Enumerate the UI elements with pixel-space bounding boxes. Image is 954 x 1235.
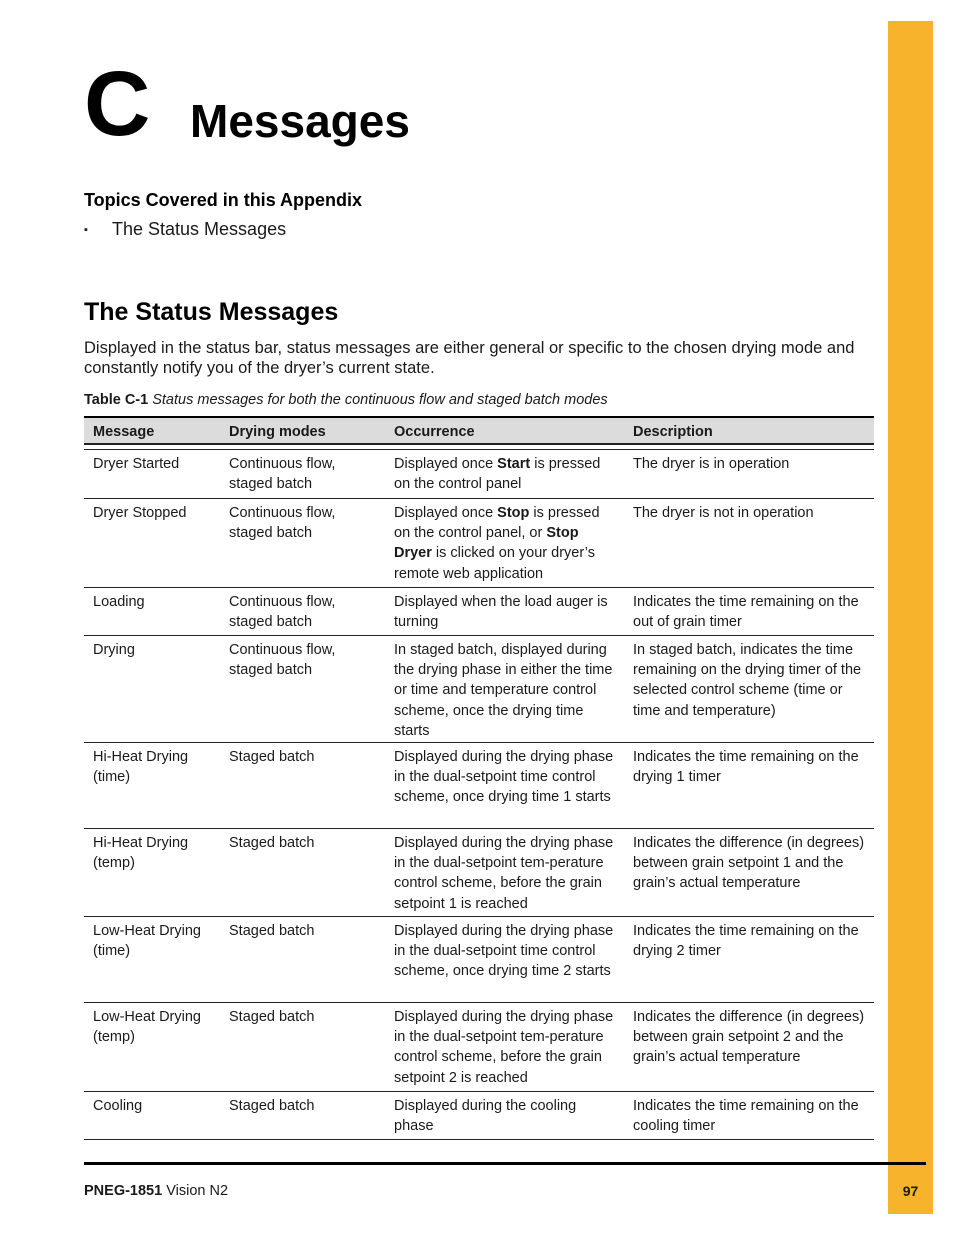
- occurrence-text: Displayed during the drying phase in the dual-setpoint tem-perature control scheme, before the grain setpoint 1 is reached: [394, 835, 614, 912]
- table-header-row: [84, 418, 874, 445]
- table-row: [84, 499, 874, 588]
- footer-doc-name: Vision N2: [166, 1183, 229, 1199]
- cell-description: Indicates the difference (in degrees) between grain setpoint 1 and the grain’s actual temperature: [633, 835, 865, 892]
- cell-description: In staged batch, indicates the time remaining on the drying timer of the selected control scheme (time or time and temperature): [633, 642, 862, 719]
- occurrence-text: Displayed once: [394, 456, 498, 472]
- cell-drying-modes: Continuous flow, staged batch: [229, 505, 336, 542]
- table-row: [84, 917, 874, 1003]
- cell-message: Cooling: [93, 1098, 143, 1114]
- occurrence-emphasis: Stop Dryer: [394, 525, 579, 562]
- cell-occurrence: [385, 450, 624, 498]
- cell-drying-modes: Continuous flow, staged batch: [229, 456, 336, 493]
- cell-description: Indicates the difference (in degrees) between grain setpoint 2 and the grain’s actual temperature: [633, 1009, 865, 1066]
- occurrence-text: In staged batch, displayed during the drying phase in either the time or time and temperature control scheme, once the drying time starts: [394, 642, 613, 739]
- cell-description: Indicates the time remaining on the out of grain timer: [633, 594, 859, 631]
- occurrence-text: is clicked on your dryer’s remote web application: [394, 545, 595, 582]
- page-number: 97: [902, 1183, 919, 1199]
- cell-message: Dryer Started: [93, 456, 180, 472]
- cell-drying-modes: Staged batch: [229, 835, 315, 851]
- header-description: Description: [633, 424, 713, 440]
- cell-description: The dryer is not in operation: [633, 505, 814, 521]
- cell-drying-modes: Staged batch: [229, 1098, 315, 1114]
- cell-description: The dryer is in operation: [633, 456, 790, 472]
- table-row: [84, 829, 874, 917]
- cell-drying-modes: Staged batch: [229, 1009, 315, 1025]
- cell-drying-modes: Staged batch: [229, 749, 315, 765]
- table-row: [84, 1003, 874, 1092]
- cell-occurrence: [385, 917, 624, 1002]
- table-caption-number: Table C-1: [84, 392, 149, 408]
- cell-message: Loading: [93, 594, 145, 610]
- occurrence-text: Displayed during the drying phase in the dual-setpoint tem-perature control scheme, before the grain setpoint 2 is reached: [394, 1009, 614, 1086]
- table-caption: [84, 392, 608, 408]
- cell-message: Hi-Heat Drying (time): [93, 749, 189, 786]
- chapter-letter: C: [84, 53, 151, 155]
- cell-message: Low-Heat Drying (time): [93, 923, 201, 960]
- cell-message: Dryer Stopped: [93, 505, 187, 521]
- footer-document-id: [84, 1183, 228, 1199]
- table-row: [84, 743, 874, 829]
- page-title: Messages: [190, 95, 410, 147]
- cell-message: Drying: [93, 642, 135, 658]
- occurrence-emphasis: Start: [497, 456, 531, 472]
- section-title: The Status Messages: [84, 298, 339, 326]
- cell-occurrence: [385, 1003, 624, 1091]
- cell-occurrence: [385, 743, 624, 828]
- intro-paragraph: Displayed in the status bar, status messages are either general or specific to the chosen drying mode and constantly notify you of the dryer’s current state.: [84, 339, 855, 377]
- cell-occurrence: [385, 1092, 624, 1139]
- occurrence-text: Displayed during the drying phase in the dual-setpoint time control scheme, once drying time 1 starts: [394, 749, 614, 806]
- bullet-icon: ▪: [84, 224, 88, 237]
- table-row: [84, 1092, 874, 1140]
- occurrence-emphasis: Stop: [497, 505, 530, 521]
- table-row: [84, 588, 874, 636]
- topics-item-label: The Status Messages: [112, 219, 287, 239]
- cell-description: Indicates the time remaining on the drying 2 timer: [633, 923, 859, 960]
- chapter-tab-bar: [888, 21, 933, 1214]
- occurrence-text: is pressed on the control panel: [394, 456, 601, 493]
- occurrence-text: is pressed on the control panel, or: [394, 505, 600, 542]
- occurrence-text: Displayed once: [394, 505, 498, 521]
- occurrence-text: Displayed during the cooling phase: [394, 1098, 577, 1135]
- cell-drying-modes: Continuous flow, staged batch: [229, 594, 336, 631]
- occurrence-text: Displayed during the drying phase in the dual-setpoint time control scheme, once drying time 2 starts: [394, 923, 614, 980]
- topics-heading: Topics Covered in this Appendix: [84, 190, 363, 210]
- footer-doc-code: PNEG-1851: [84, 1183, 163, 1199]
- cell-description: Indicates the time remaining on the cooling timer: [633, 1098, 859, 1135]
- cell-description: Indicates the time remaining on the drying 1 timer: [633, 749, 859, 786]
- topics-list-item: [84, 219, 286, 240]
- table-row: [84, 450, 874, 499]
- header-occurrence: Occurrence: [394, 424, 475, 440]
- table-body: [84, 450, 874, 1140]
- status-messages-table: [84, 416, 874, 1140]
- cell-occurrence: [385, 499, 624, 587]
- cell-message: Low-Heat Drying (temp): [93, 1009, 201, 1046]
- footer-rule: [84, 1162, 926, 1165]
- table-caption-text: Status messages for both the continuous flow and staged batch modes: [152, 392, 608, 408]
- header-message: Message: [93, 424, 155, 440]
- cell-message: Hi-Heat Drying (temp): [93, 835, 189, 872]
- table-row: [84, 636, 874, 743]
- cell-occurrence: [385, 588, 624, 635]
- header-drying-modes: Drying modes: [229, 424, 326, 440]
- cell-occurrence: [385, 636, 624, 742]
- cell-drying-modes: Continuous flow, staged batch: [229, 642, 336, 679]
- cell-drying-modes: Staged batch: [229, 923, 315, 939]
- cell-occurrence: [385, 829, 624, 916]
- occurrence-text: Displayed when the load auger is turning: [394, 594, 608, 631]
